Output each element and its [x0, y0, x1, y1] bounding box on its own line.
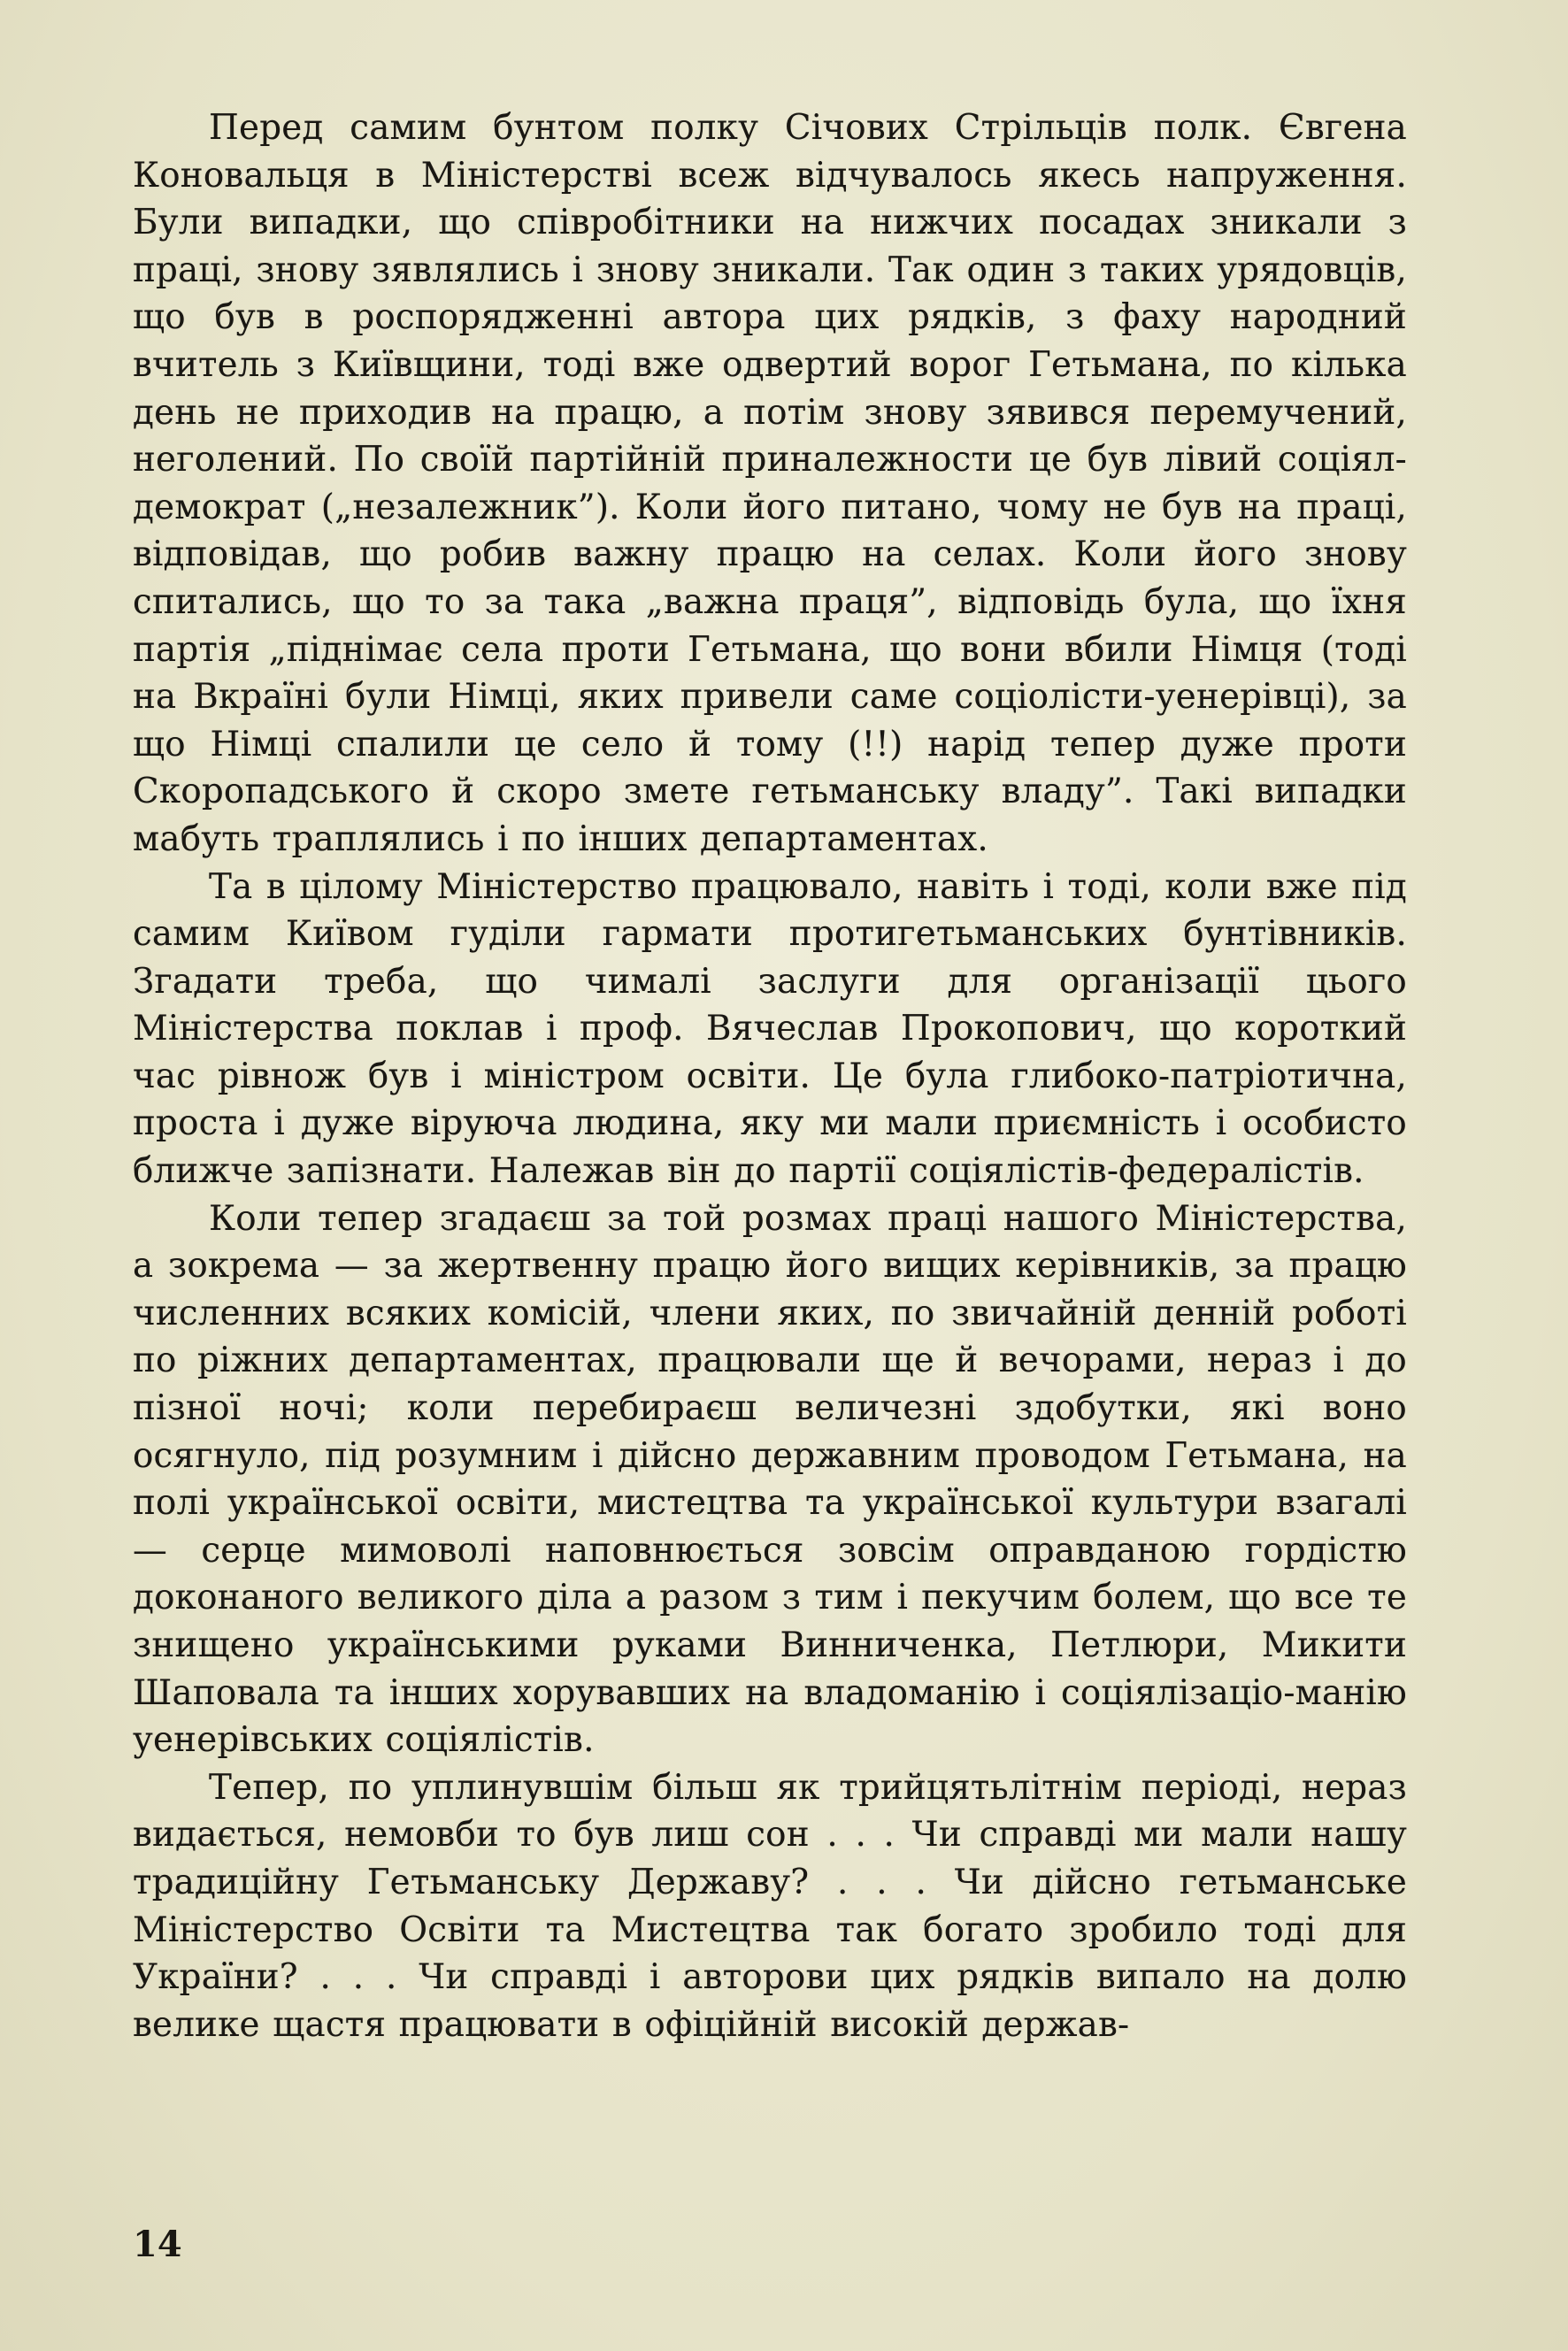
paragraph-2: Та в цілому Міністерство працювало, навіть і тоді, коли вже під самим Київом гуділи гармати протигетьманських бунтівників. Згадати треба, що чималі заслуги для організації цього Міністерства поклав і проф. Вячеслав Прокопович, що короткий час рівнож був і міністром освіти. Це була глибоко-патріотична, проста і дуже віруюча людина, яку ми мали приємність і особисто ближче запізнати. Належав він до партії соціялістів-федералістів.: [133, 866, 1407, 1192]
paragraph-3: Коли тепер згадаєш за той розмах праці нашого Міністерства, а зокрема — за жертвенну працю його вищих керівників, за працю численних всяких комісій, члени яких, по звичайній денній роботі по ріжних департаментах, працювали ще й вечорами, нераз і до пізної ночі; коли перебираєш величезні здобутки, які воно осягнуло, під розумним і дійсно державним проводом Гетьмана, на полі української освіти, мистецтва та української культури взагалі — серце мимоволі наповнюється зовсім оправданою гордістю доконаного великого діла а разом з тим і пекучим болем, що все те знищено українськими руками Винниченка, Петлюри, Микити Шаповала та інших хорувавших на владоманію і соціялізаціо-манію уенерівських соціялістів.: [133, 1198, 1407, 1761]
page-number: 14: [133, 2224, 182, 2265]
paragraph-1: Перед самим бунтом полку Січових Стрільців полк. Євгена Коновальця в Міністерстві всеж відчувалось якесь напруження. Були випадки, що співробітники на нижчих посадах зникали з праці, знову зявлялись і знову зникали. Так один з таких урядовців, що був в роспорядженні автора цих рядків, з фаху народний вчитель з Київщини, тоді вже одвертий ворог Гетьмана, по кілька день не приходив на працю, а потім знову зявився перемучений, неголений. По своїй партійній приналежности це був лівий соціял-демократ („незалежник”). Коли його питано, чому не був на праці, відповідав, що робив важну працю на селах. Коли його знову спитались, що то за така „важна праця”, відповідь була, що їхня партія „піднімає села проти Гетьмана, що вони вбили Німця (тоді на Вкраїні були Німці, яких привели саме соціолісти-уенерівці), за що Німці спалили це село й тому (!!) нарід тепер дуже проти Скоропадського й скоро змете гетьманську владу”. Такі випадки мабуть траплялись і по інших департаментах.: [133, 108, 1407, 859]
paragraph-4: Тепер, по уплинувшім більш як трийцятьлітнім періоді, нераз видається, немовби то був лиш сон . . . Чи справді ми мали нашу традиційну Гетьманську Державу? . . . Чи дійсно гетьманське Міністерство Освіти та Мистецтва так богато зробило тоді для України? . . . Чи справді і авторови цих рядків випало на долю велике щастя працювати в офіційній високій держав-: [133, 1767, 1407, 2045]
book-page: [133, 104, 1407, 2263]
body-text: [133, 104, 1407, 2048]
